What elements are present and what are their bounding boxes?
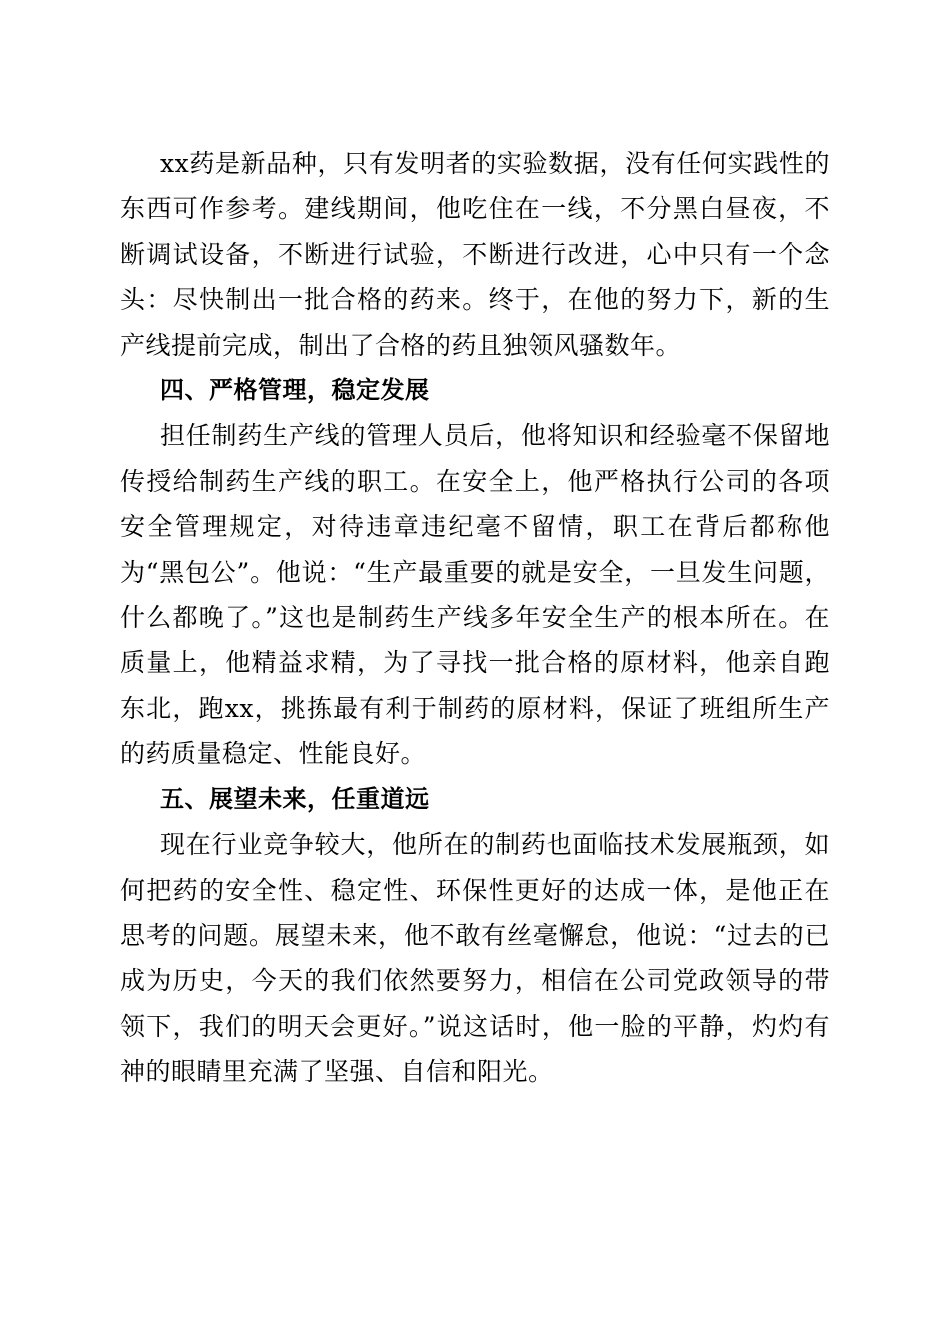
section-heading-future-outlook: 五、展望未来，任重道远 bbox=[160, 784, 430, 813]
paragraph-future: 现在行业竞争较大，他所在的制药也面临技术发展瓶颈，如何把药的安全性、稳定性、环保性更好的达成一体，是他正在思考的问题。展望未来，他不敢有丝毫懈怠，他说：“过去的已成为历史，今天的我们依然要努力，相信在公司党政领导的带领下，我们的明天会更好。”说这话时，他一脸的平静，灼灼有神的眼睛里充满了坚强、自信和阳光。 bbox=[120, 830, 830, 1087]
paragraph-safety-quality: 担任制药生产线的管理人员后，他将知识和经验毫不保留地传授给制药生产线的职工。在安全上，他严格执行公司的各项安全管理规定，对待违章违纪毫不留情，职工在背后都称他为“黑包公”。他说：“生产最重要的就是安全，一旦发生问题，什么都晚了。”这也是制药生产线多年安全生产的根本所在。在质量上，他精益求精，为了寻找一批合格的原材料，他亲自跑东北，跑xx，挑拣最有利于制药的原材料，保证了班组所生产的药质量稳定、性能良好。 bbox=[120, 421, 830, 769]
document-body bbox=[120, 141, 830, 1095]
paragraph-new-drug-line: xx药是新品种，只有发明者的实验数据，没有任何实践性的东西可作参考。建线期间，他吃住在一线，不分黑白昼夜，不断调试设备，不断进行试验，不断进行改进，心中只有一个念头：尽快制出一批合格的药来。终于，在他的努力下，新的生产线提前完成，制出了合格的药且独领风骚数年。 bbox=[120, 149, 830, 360]
section-heading-strict-management: 四、严格管理，稳定发展 bbox=[160, 376, 430, 405]
